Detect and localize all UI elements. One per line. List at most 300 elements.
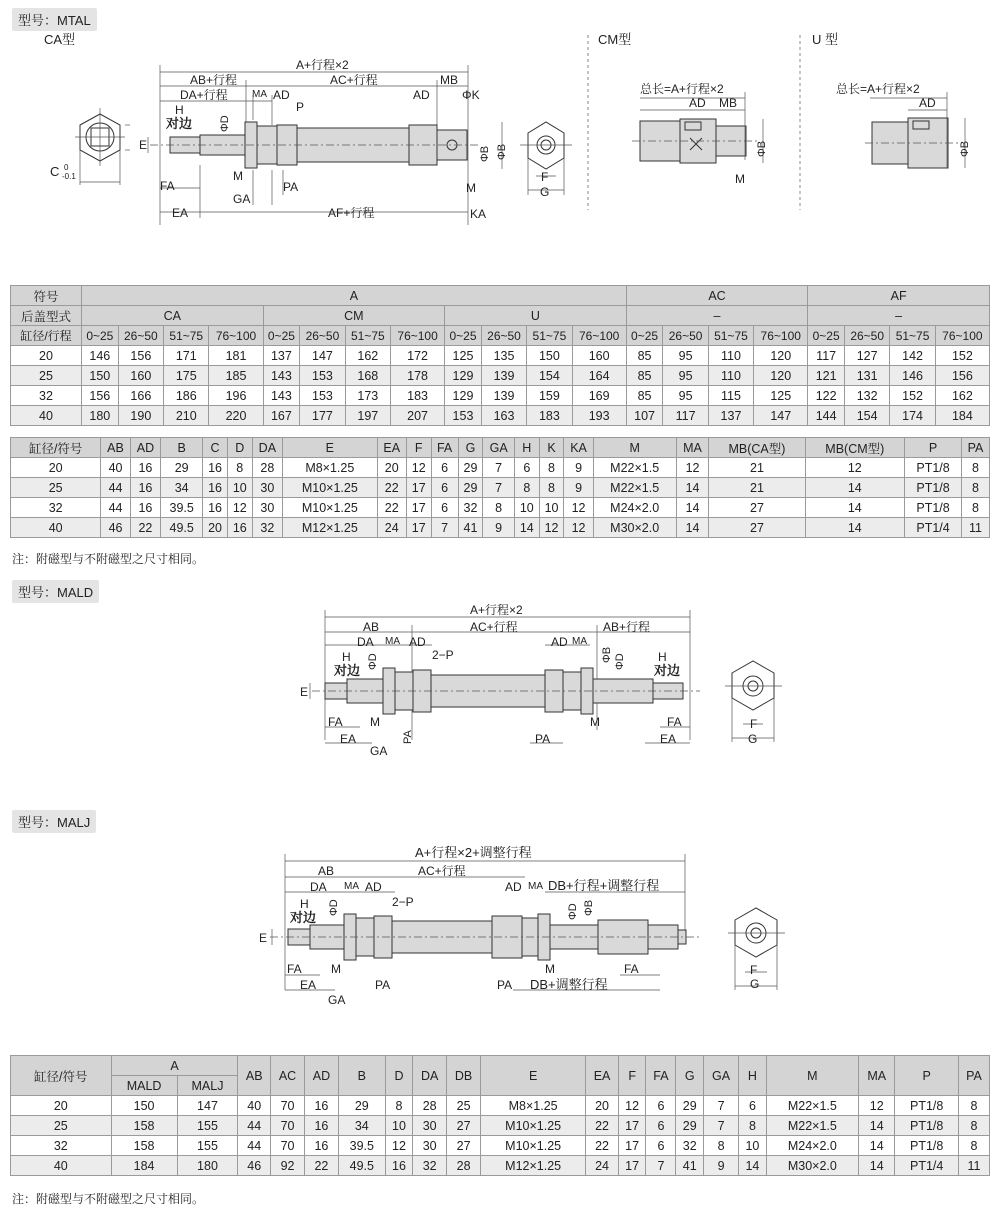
table-cell: 121 <box>808 366 845 386</box>
dim-label: A+行程×2 <box>470 603 523 617</box>
dim-label: ΦB <box>479 145 491 162</box>
dim-label: DA+行程 <box>180 88 228 102</box>
table-row <box>11 1136 990 1156</box>
table-cell: 164 <box>572 366 626 386</box>
dim-label: AD <box>273 88 290 102</box>
table-cell: 163 <box>481 406 526 426</box>
table-cell: 7 <box>483 478 515 498</box>
table-row <box>11 346 990 366</box>
dim-label: ΦB <box>496 143 508 160</box>
table-cell: 20 <box>203 518 228 538</box>
table-header-cell: 0~25 <box>82 326 119 346</box>
table-cell: PT1/8 <box>905 478 962 498</box>
dim-label: DA <box>310 880 327 894</box>
table-header-cell: 26~50 <box>300 326 345 346</box>
dim-label: EA <box>300 978 317 992</box>
table-cell: 17 <box>406 478 431 498</box>
table-cell: 12 <box>859 1096 895 1116</box>
table-cell: 39.5 <box>161 498 203 518</box>
table-cell: 14 <box>739 1156 767 1176</box>
table-cell: M22×1.5 <box>593 478 676 498</box>
dim-label: 总长=A+行程×2 <box>836 82 920 96</box>
table-header-cell: B <box>161 438 203 458</box>
table-header-row <box>11 1056 990 1076</box>
dim-label: E <box>300 685 309 699</box>
table-cell: 168 <box>345 366 390 386</box>
table-cell: 21 <box>709 478 805 498</box>
dim-label: M <box>370 715 380 729</box>
table-cell: 32 <box>11 498 101 518</box>
dim-label: MB <box>440 73 458 87</box>
table-cell: 16 <box>304 1136 338 1156</box>
table-cell: 174 <box>890 406 935 426</box>
table-header-cell: 0~25 <box>263 326 300 346</box>
table-header-cell: – <box>626 306 808 326</box>
dim-label: ΦK <box>462 88 480 102</box>
table-cell: 85 <box>626 366 663 386</box>
table-cell: PT1/8 <box>905 498 962 518</box>
table-cell: 12 <box>539 518 564 538</box>
table-cell: 173 <box>345 386 390 406</box>
dim-label: EA <box>172 206 189 220</box>
table-cell: 152 <box>935 346 989 366</box>
table-cell: 117 <box>808 346 845 366</box>
section-label-malj: 型号：MALJ <box>12 810 96 833</box>
table-header-cell: 76~100 <box>754 326 808 346</box>
table-cell: 146 <box>890 366 935 386</box>
table-cell: 183 <box>391 386 445 406</box>
table-header-cell: 26~50 <box>481 326 526 346</box>
table-header-cell: G <box>676 1056 704 1096</box>
table-cell: 6 <box>646 1136 676 1156</box>
table-header-cell: 缸径/行程 <box>11 326 82 346</box>
dim-label: FA <box>328 715 343 729</box>
table-cell: 21 <box>709 458 805 478</box>
table-cell: 9 <box>703 1156 738 1176</box>
table-cell: 30 <box>252 498 282 518</box>
table-header-cell: 0~25 <box>445 326 482 346</box>
table-cell: 14 <box>676 478 709 498</box>
dim-label: GA <box>328 993 346 1007</box>
table-cell: 185 <box>209 366 263 386</box>
table-cell: 210 <box>164 406 209 426</box>
table-cell: 152 <box>890 386 935 406</box>
table-cell: 29 <box>338 1096 385 1116</box>
dim-label: 对边 <box>290 910 317 925</box>
dim-label: F <box>750 963 758 977</box>
table-cell: 8 <box>962 478 990 498</box>
dim-label: MA <box>385 636 400 647</box>
table-cell: 39.5 <box>338 1136 385 1156</box>
dim-label: ΦB <box>583 899 595 916</box>
table-cell: 6 <box>431 478 458 498</box>
dim-label: AD <box>365 880 382 894</box>
table-cell: M12×1.25 <box>283 518 377 538</box>
table-cell: 49.5 <box>338 1156 385 1176</box>
table-header-cell: 符号 <box>11 286 82 306</box>
section-label-mald: 型号：MALD <box>12 580 99 603</box>
table-cell: 120 <box>754 366 808 386</box>
table-cell: 8 <box>958 1116 989 1136</box>
dim-label: G <box>540 185 550 199</box>
table-cell: 8 <box>539 478 564 498</box>
dim-label: E <box>139 138 148 152</box>
table-header-cell: 76~100 <box>935 326 989 346</box>
table-header-cell: PA <box>958 1056 989 1096</box>
table-cell: 9 <box>483 518 515 538</box>
table-header-cell: MALD <box>111 1076 177 1096</box>
dim-label: KA <box>470 207 487 221</box>
table-cell: 70 <box>271 1116 305 1136</box>
table-cell: 12 <box>227 498 252 518</box>
table-cell: M30×2.0 <box>766 1156 858 1176</box>
table-cell: 12 <box>805 458 905 478</box>
table-cell: 166 <box>118 386 163 406</box>
table-header-cell: DB <box>447 1056 481 1096</box>
table-cell: 115 <box>708 386 753 406</box>
table-cell: PT1/4 <box>895 1156 958 1176</box>
table-cell: 110 <box>708 346 753 366</box>
table-cell: 25 <box>11 478 101 498</box>
table-cell: 92 <box>271 1156 305 1176</box>
table-cell: 184 <box>111 1156 177 1176</box>
table-cell: 8 <box>958 1136 989 1156</box>
table-cell: 22 <box>586 1136 619 1156</box>
table-cell: 28 <box>413 1096 447 1116</box>
dim-label: DA <box>357 635 374 649</box>
dim-label: GA <box>233 192 251 206</box>
table-cell: 16 <box>130 458 160 478</box>
table-header-cell: P <box>905 438 962 458</box>
table-row <box>11 406 990 426</box>
table-cell: 8 <box>739 1116 767 1136</box>
table-cell: 8 <box>227 458 252 478</box>
table-cell: 197 <box>345 406 390 426</box>
table-cell: 11 <box>958 1156 989 1176</box>
table-header-cell: 76~100 <box>572 326 626 346</box>
table-cell: 150 <box>527 346 572 366</box>
table-cell: 17 <box>618 1156 646 1176</box>
dim-label: 2−P <box>432 648 454 662</box>
table-header-cell: 51~75 <box>890 326 935 346</box>
table-cell: 155 <box>177 1116 238 1136</box>
table-cell: 8 <box>483 498 515 518</box>
dim-label: ΦB <box>601 646 613 663</box>
table-cell: 6 <box>431 458 458 478</box>
table-header-cell: AC <box>626 286 808 306</box>
table-cell: 143 <box>263 386 300 406</box>
table-header-cell: AB <box>238 1056 271 1096</box>
table-cell: 180 <box>82 406 119 426</box>
table-cell: M22×1.5 <box>766 1116 858 1136</box>
table-cell: 95 <box>663 366 708 386</box>
dim-label: PA <box>283 180 299 194</box>
table-cell: 30 <box>413 1116 447 1136</box>
table-cell: 29 <box>458 478 483 498</box>
table-cell: 22 <box>304 1156 338 1176</box>
table-header-cell: MB(CM型) <box>805 438 905 458</box>
tolerance-top: 0 <box>64 163 69 172</box>
table-cell: 85 <box>626 386 663 406</box>
table-cell: 22 <box>377 478 406 498</box>
table-header-cell: 0~25 <box>808 326 845 346</box>
table-header-cell: E <box>283 438 377 458</box>
dim-label: E <box>259 931 268 945</box>
dim-label: ΦD <box>328 899 340 916</box>
table-cell: 150 <box>82 366 119 386</box>
dim-label: AD <box>689 96 706 110</box>
table-cell: 110 <box>708 366 753 386</box>
table-cell: 20 <box>586 1096 619 1116</box>
u-type-label: U 型 <box>812 32 839 47</box>
dim-label: EA <box>660 732 677 746</box>
table-header-cell: 缸径/符号 <box>11 438 101 458</box>
dim-label: FA <box>287 962 302 976</box>
table-header-cell: 51~75 <box>527 326 572 346</box>
table-cell: 20 <box>11 458 101 478</box>
table-cell: 156 <box>118 346 163 366</box>
dim-label: ΦD <box>219 115 231 132</box>
dim-label: ΦD <box>614 653 626 670</box>
table-cell: 22 <box>586 1116 619 1136</box>
table-cell: 117 <box>663 406 708 426</box>
table-cell: 32 <box>11 1136 112 1156</box>
table-cell: 46 <box>238 1156 271 1176</box>
dim-label: C <box>50 164 60 179</box>
table-cell: 25 <box>11 1116 112 1136</box>
dim-label: MA <box>344 881 359 892</box>
table-header-cell: 26~50 <box>844 326 889 346</box>
table-cell: 14 <box>805 518 905 538</box>
table-header-cell: 76~100 <box>391 326 445 346</box>
table-cell: 95 <box>663 386 708 406</box>
table-row <box>11 386 990 406</box>
table-header-cell: DA <box>413 1056 447 1096</box>
table-header-cell: EA <box>586 1056 619 1096</box>
table-cell: 186 <box>164 386 209 406</box>
dim-label: 对边 <box>334 663 361 678</box>
table-cell: 127 <box>844 346 889 366</box>
table-cell: 22 <box>377 498 406 518</box>
table-cell: 12 <box>618 1096 646 1116</box>
table-cell: 40 <box>11 518 101 538</box>
table-cell: 180 <box>177 1156 238 1176</box>
table-header-cell: 缸径/符号 <box>11 1056 112 1096</box>
table-cell: 12 <box>564 498 593 518</box>
table-cell: 10 <box>514 498 539 518</box>
table-cell: 193 <box>572 406 626 426</box>
dim-label: AB <box>363 620 380 634</box>
table-header-cell: E <box>481 1056 586 1096</box>
table-cell: 207 <box>391 406 445 426</box>
table-cell: 29 <box>676 1096 704 1116</box>
table-header-cell: H <box>739 1056 767 1096</box>
table-cell: 16 <box>203 498 228 518</box>
table-header-cell: 26~50 <box>118 326 163 346</box>
dim-label: AC+行程 <box>418 864 466 878</box>
table-cell: 17 <box>406 498 431 518</box>
table-mald-malj <box>10 1055 990 1176</box>
table-cell: 9 <box>564 458 593 478</box>
table-row <box>11 366 990 386</box>
table-cell: 139 <box>481 366 526 386</box>
table-cell: 14 <box>859 1156 895 1176</box>
table-cell: 156 <box>935 366 989 386</box>
table-header-cell: AF <box>808 286 990 306</box>
table-cell: 27 <box>447 1116 481 1136</box>
table-cell: 16 <box>130 498 160 518</box>
table-cell: 14 <box>676 498 709 518</box>
table-cell: 25 <box>11 366 82 386</box>
table-header-cell: G <box>458 438 483 458</box>
dim-label: AC+行程 <box>330 73 378 87</box>
table-cell: 6 <box>431 498 458 518</box>
table-cell: 162 <box>345 346 390 366</box>
table-header-cell: MA <box>676 438 709 458</box>
table-cell: 32 <box>413 1156 447 1176</box>
table-header-cell: D <box>385 1056 413 1096</box>
table-header-cell: DA <box>252 438 282 458</box>
dim-label: ΦB <box>959 140 971 157</box>
table-header-cell: 51~75 <box>164 326 209 346</box>
table-cell: 129 <box>445 366 482 386</box>
table-cell: 44 <box>238 1116 271 1136</box>
dim-label: P <box>296 100 305 114</box>
dim-label: ΦD <box>567 903 579 920</box>
table-header-row <box>11 326 990 346</box>
note-magnetic-2: 注：附磁型与不附磁型之尺寸相同。 <box>12 1192 205 1206</box>
dim-label: M <box>466 181 476 195</box>
table-cell: 184 <box>935 406 989 426</box>
table-cell: 16 <box>304 1116 338 1136</box>
table-header-cell: KA <box>564 438 593 458</box>
table-cell: 129 <box>445 386 482 406</box>
table-header-cell: AD <box>130 438 160 458</box>
table-cell: 178 <box>391 366 445 386</box>
table-cell: 25 <box>447 1096 481 1116</box>
table-cell: 24 <box>586 1156 619 1176</box>
table-cell: PT1/4 <box>905 518 962 538</box>
dim-label: FA <box>667 715 682 729</box>
table-header-cell: 51~75 <box>708 326 753 346</box>
table-cell: 14 <box>859 1116 895 1136</box>
table-header-cell: A <box>82 286 627 306</box>
table-a-dimensions <box>10 285 990 426</box>
table-cell: 162 <box>935 386 989 406</box>
table-cell: 30 <box>413 1136 447 1156</box>
table-cell: 29 <box>161 458 203 478</box>
table-cell: 17 <box>618 1116 646 1136</box>
table-cell: 220 <box>209 406 263 426</box>
table-cell: 158 <box>111 1136 177 1156</box>
table-row <box>11 478 990 498</box>
table-header-row <box>11 306 990 326</box>
dim-label: H <box>175 103 184 117</box>
table-cell: 32 <box>11 386 82 406</box>
table-cell: 155 <box>177 1136 238 1156</box>
table-cell: 8 <box>962 458 990 478</box>
table-cell: 14 <box>805 478 905 498</box>
table-cell: 27 <box>709 498 805 518</box>
table-cell: 12 <box>406 458 431 478</box>
mtal-end-view-right <box>502 122 572 195</box>
dim-label: MA <box>252 89 267 100</box>
table-cell: 30 <box>252 478 282 498</box>
table-header-cell: 51~75 <box>345 326 390 346</box>
table-header-cell: GA <box>483 438 515 458</box>
note-magnetic: 注：附磁型与不附磁型之尺寸相同。 <box>12 552 205 566</box>
table-cell: 70 <box>271 1096 305 1116</box>
table-cell: 171 <box>164 346 209 366</box>
table-cell: 12 <box>385 1136 413 1156</box>
table-cell: 154 <box>527 366 572 386</box>
table-cell: 137 <box>708 406 753 426</box>
table-cell: 12 <box>564 518 593 538</box>
table-header-cell: CA <box>82 306 264 326</box>
table-cell: 14 <box>514 518 539 538</box>
table-cell: M10×1.25 <box>283 498 377 518</box>
table-row <box>11 458 990 478</box>
table-cell: 139 <box>481 386 526 406</box>
table-cell: 10 <box>739 1136 767 1156</box>
cm-type-label: CM型 <box>598 32 632 47</box>
dim-label: 总长=A+行程×2 <box>640 82 724 96</box>
table-cell: 122 <box>808 386 845 406</box>
table-cell: 172 <box>391 346 445 366</box>
table-cell: M10×1.25 <box>481 1116 586 1136</box>
table-cell: 7 <box>646 1156 676 1176</box>
table-cell: 49.5 <box>161 518 203 538</box>
table-header-cell: U <box>445 306 627 326</box>
table-cell: 153 <box>300 386 345 406</box>
table-cell: 175 <box>164 366 209 386</box>
table-row <box>11 1096 990 1116</box>
table-cell: 85 <box>626 346 663 366</box>
table-cell: 29 <box>676 1116 704 1136</box>
table-cell: M12×1.25 <box>481 1156 586 1176</box>
table-cell: 70 <box>271 1136 305 1156</box>
table-common-dimensions <box>10 437 990 538</box>
table-cell: 14 <box>859 1136 895 1156</box>
dim-label: H <box>658 650 667 664</box>
table-cell: 95 <box>663 346 708 366</box>
table-header-cell: EA <box>377 438 406 458</box>
table-cell: PT1/8 <box>905 458 962 478</box>
table-cell: 41 <box>458 518 483 538</box>
table-cell: 16 <box>130 478 160 498</box>
table-cell: 196 <box>209 386 263 406</box>
table-cell: 8 <box>703 1136 738 1156</box>
table-cell: 190 <box>118 406 163 426</box>
table-cell: 135 <box>481 346 526 366</box>
dim-label: AB <box>318 864 335 878</box>
dim-label: ΦD <box>367 653 379 670</box>
dim-label: G <box>748 732 758 746</box>
table-row <box>11 1116 990 1136</box>
dim-label: FA <box>624 962 639 976</box>
table-header-cell: 后盖型式 <box>11 306 82 326</box>
table-cell: M10×1.25 <box>283 478 377 498</box>
table-cell: 6 <box>514 458 539 478</box>
table-header-cell: AD <box>304 1056 338 1096</box>
table-cell: PT1/8 <box>895 1116 958 1136</box>
table-cell: 160 <box>118 366 163 386</box>
table-cell: 20 <box>11 346 82 366</box>
dim-label: EA <box>340 732 357 746</box>
table-cell: 7 <box>431 518 458 538</box>
table-cell: 177 <box>300 406 345 426</box>
dim-label: DB+调整行程 <box>530 977 608 992</box>
